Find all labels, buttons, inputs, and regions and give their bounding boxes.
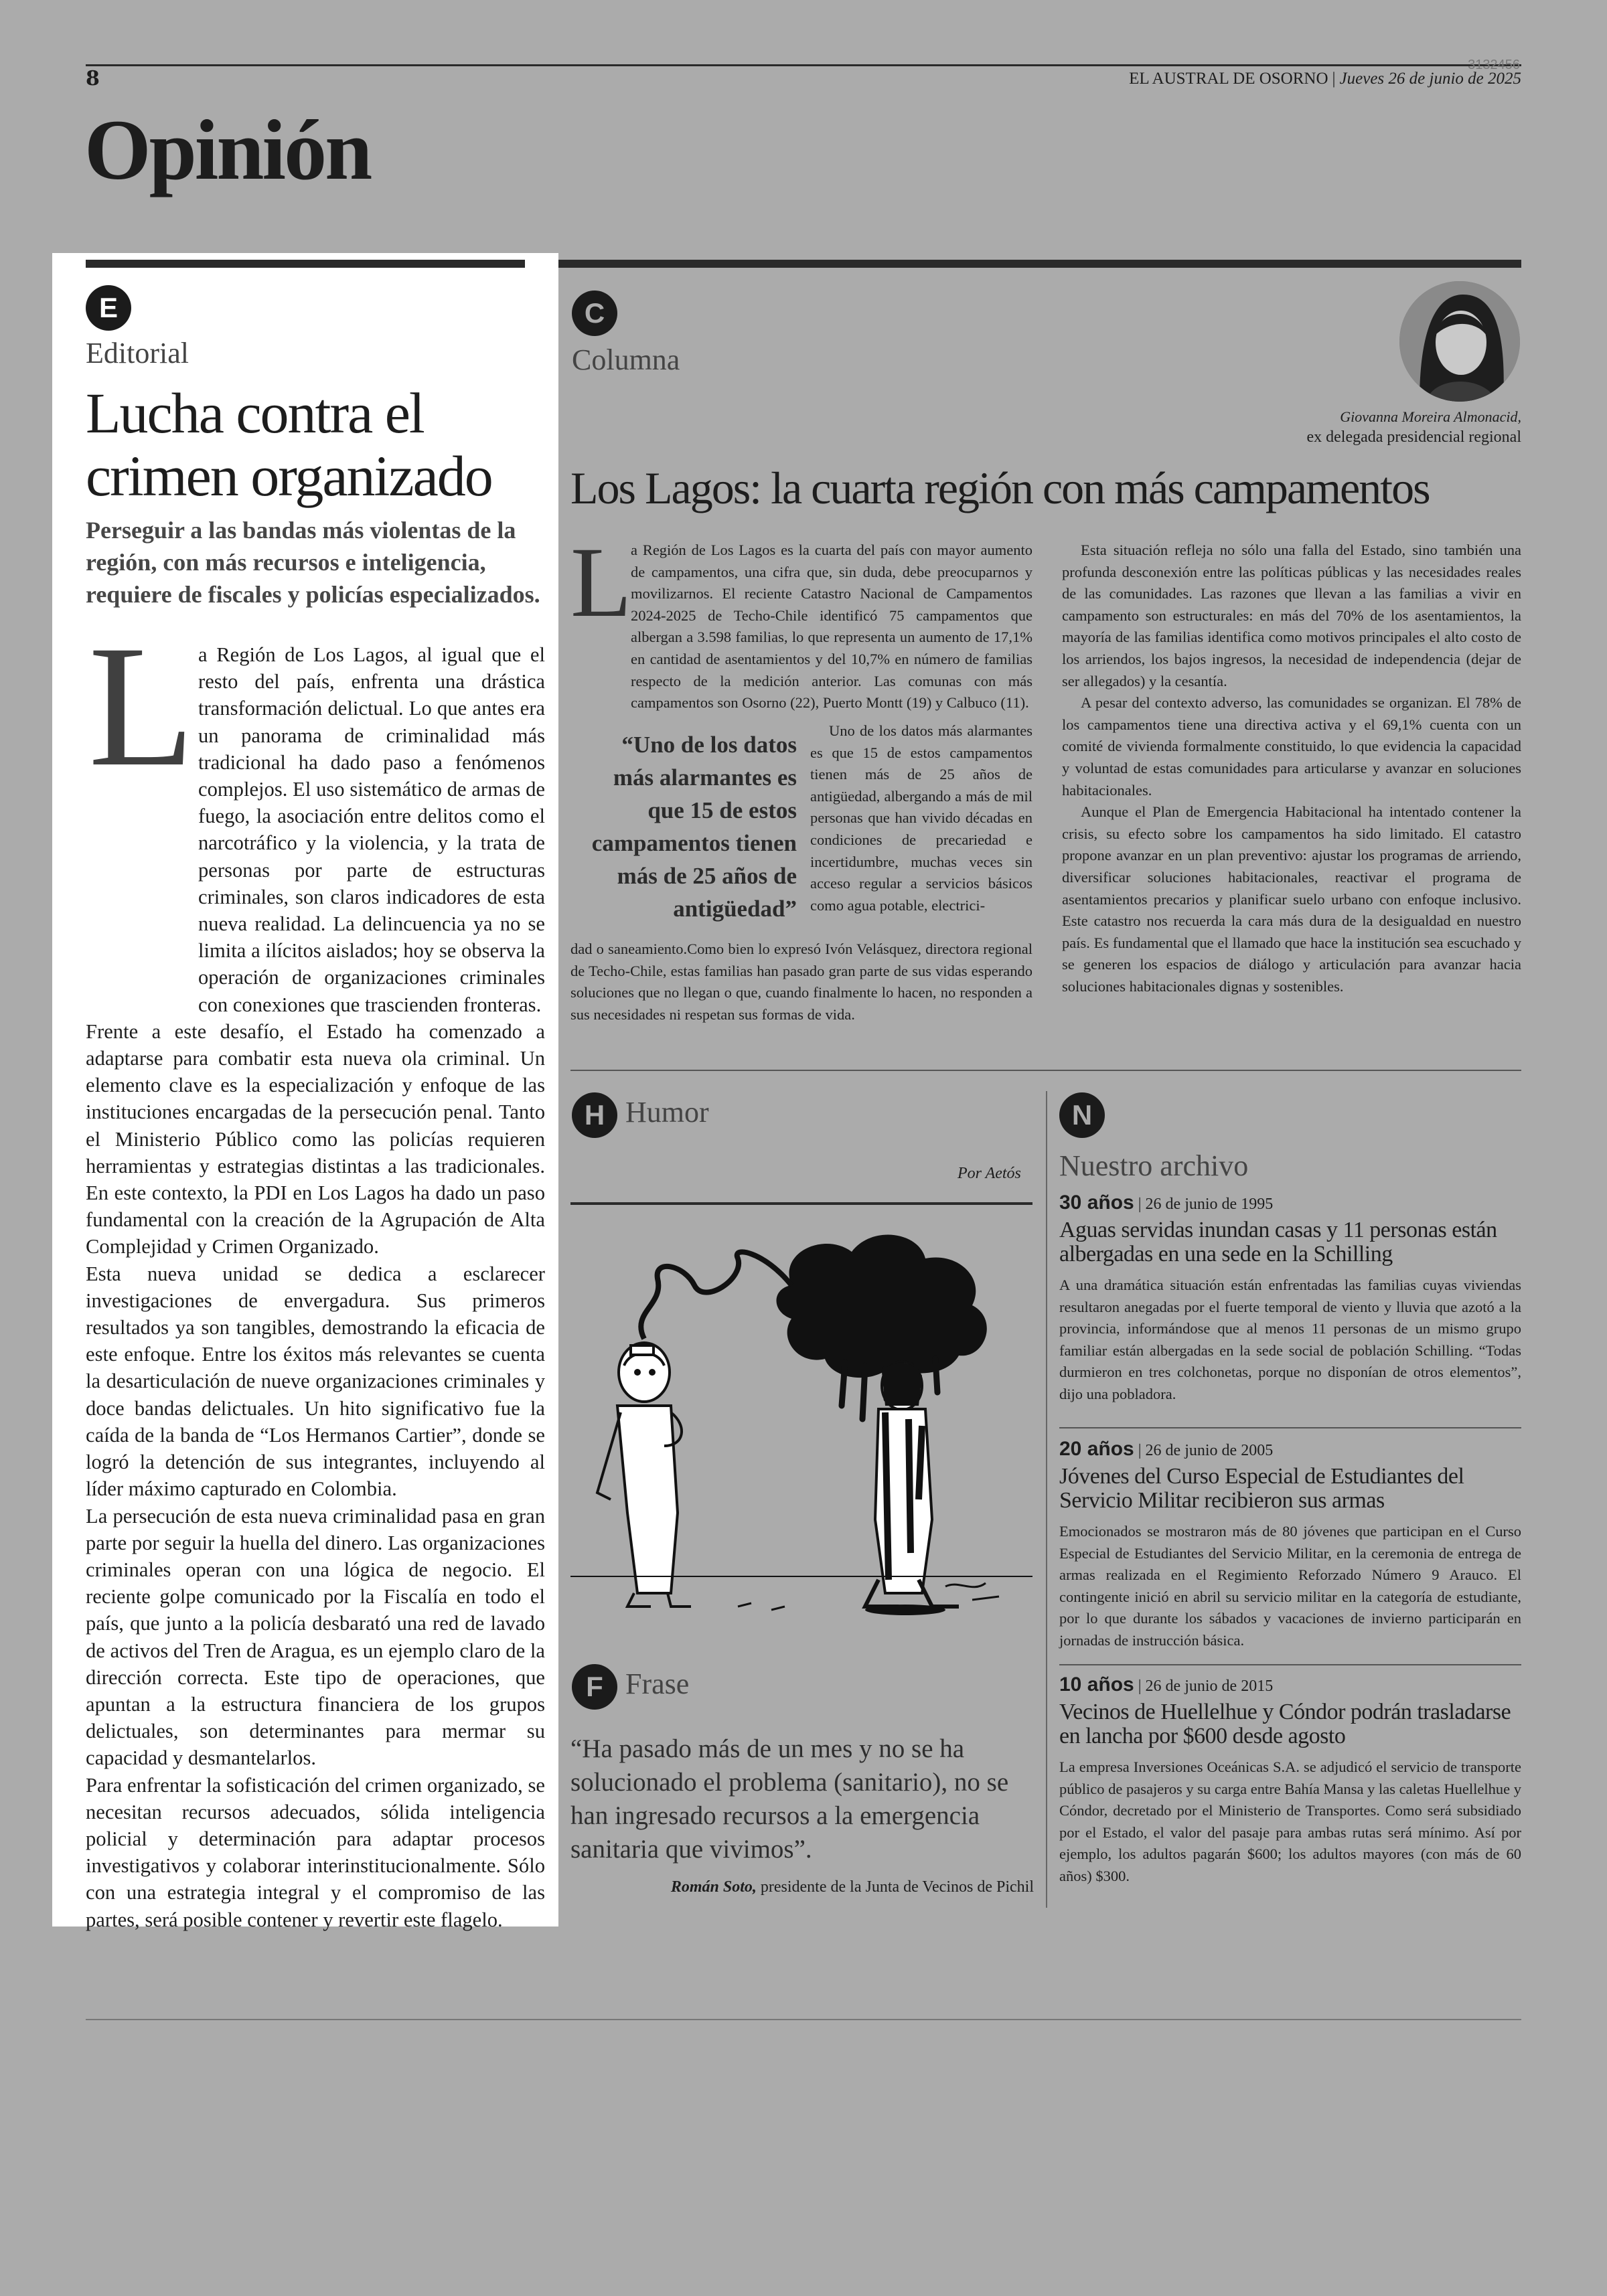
author-name: Giovanna Moreira Almonacid,	[1340, 408, 1521, 425]
archivo-years-line: 20 años | 26 de junio de 2005	[1059, 1438, 1274, 1460]
header-rule	[86, 64, 1521, 66]
archivo-kicker: Nuestro archivo	[1059, 1149, 1249, 1182]
archivo-item	[1059, 1192, 1521, 1406]
columna-kicker: Columna	[572, 343, 680, 376]
editorial-subtitle: Perseguir a las bandas más violentas de la región, con más recursos e inteligencia, requiere de fiscales y policías especializados.	[86, 517, 540, 608]
humor-cartoon	[570, 1205, 1032, 1633]
archivo-rule	[1059, 1664, 1521, 1665]
columna-title: Los Lagos: la cuarta región con más campamentos	[570, 463, 1430, 513]
archivo-years-line: 10 años | 26 de junio de 2015	[1059, 1673, 1274, 1696]
columna-right	[1062, 540, 1521, 997]
frase-author	[671, 1878, 1034, 1896]
editorial-paragraph: Esta nueva unidad se dedica a esclarecer investigaciones de envergadura. Sus primeros resultados ya son tangibles, demostrando la eficacia de este enfoque. Entre los éxitos más relevantes se cuenta la desarticulación de nueve organizaciones criminales y doce bandas delictuales. Un hito significativo fue la caída de la banda de “Los Hermanos Cartier”, donde se logró la detención de sus integrantes, incluyendo al líder máximo capturado en Colombia.	[86, 1262, 545, 1501]
author-photo	[1399, 281, 1520, 402]
editorial-body	[86, 641, 545, 1933]
columna-bottom	[570, 938, 1032, 1026]
archivo-item	[1059, 1438, 1521, 1652]
page-code: 3132456	[1468, 58, 1520, 72]
editorial-title: Lucha contra el crimen organizado	[86, 381, 492, 508]
editorial-badge: E	[86, 285, 131, 331]
newspaper-name: EL AUSTRAL DE OSORNO	[1129, 70, 1328, 88]
archivo-years-line: 30 años | 26 de junio de 1995	[1059, 1192, 1274, 1214]
column-divider	[1046, 1091, 1047, 1908]
humor-kicker: Humor	[625, 1096, 709, 1129]
columna-paragraph: dad o saneamiento.Como bien lo expresó Ivón Velásquez, directora regional de Techo-Chile, estas familias han pasado gran parte de sus vidas esperando soluciones que no llegan o que, cuando finalmente lo hacen, no responden a sus necesidades ni respetan sus formas de vida.	[570, 940, 1032, 1023]
pull-quote: “Uno de los datos más alarmantes es que 15 de estos campamentos tienen más de 25 años de antigüedad”	[591, 732, 797, 922]
editorial-top-rule	[86, 260, 525, 268]
columna-badge: C	[572, 291, 617, 336]
humor-byline: Por Aetós	[958, 1165, 1021, 1182]
columna-bottom-rule	[570, 1070, 1521, 1071]
archivo-years: 20 años	[1059, 1438, 1134, 1460]
columna-paragraph: A pesar del contexto adverso, las comunidades se organizan. El 78% de los campamentos tiene una directiva activa y el 69,1% cuenta con un comité de vivienda formalmente constituido, lo que evidencia la capacidad y voluntad de estas comunidades para articularse y avanzar en soluciones habitacionales.	[1062, 694, 1521, 799]
archivo-headline: Aguas servidas inundan casas y 11 personas están albergadas en una sede en la Schilling	[1059, 1218, 1497, 1266]
columna-intro	[570, 527, 1032, 714]
columna-paragraph: a Región de Los Lagos es la cuarta del país con mayor aumento de campamentos, una cifra que, sin duda, debe preocuparnos y movilizarnos. El reciente Catastro Nacional de Campamentos 2024-2025 de Techo-Chile identificó 75 campamentos que albergan a 3.598 familias, lo que representa un aumento de 17,1% en cantidad de asentamientos y del 10,7% en número de familias respecto de la medición anterior. Las comunas con más campamentos son Osorno (22), Puerto Montt (19) y Calbuco (11).	[631, 542, 1032, 712]
archivo-headline: Jóvenes del Curso Especial de Estudiantes del Servicio Militar recibieron sus armas	[1059, 1464, 1464, 1513]
editorial-paragraph: Para enfrentar la sofisticación del crimen organizado, se necesitan recursos adecuados, sólida inteligencia policial y determinación para adaptar procesos investigativos y colaborar interinstitucionalmente. Sólo con una estrategia integral y el compromiso de las partes, será posible contener y revertir este flagelo.	[86, 1773, 545, 1931]
editorial-paragraph: Frente a este desafío, el Estado ha comenzado a adaptarse para combatir esta nueva ola criminal. Un elemento clave es la especialización y enfoque de las instituciones encargadas de la persecución penal. Tanto el Ministerio Público como las policías requieren herramientas y estrategias distintas a las tradicionales. En este contexto, la PDI en Los Lagos ha dado un paso fundamental con la creación de la Agrupación de Alta Complejidad y Crimen Organizado.	[86, 1019, 545, 1258]
columna-paragraph: Uno de los datos más alarmantes es que 15 de estos campamentos tienen más de 25 años de antigüedad, albergando a más de mil personas que han vivido décadas en condiciones de precariedad e incertidumbre, muchas veces sin acceso regular a servicios básicos como agua potable, electrici-	[810, 722, 1032, 914]
archivo-years: 10 años	[1059, 1673, 1134, 1696]
columna-paragraph: Aunque el Plan de Emergencia Habitacional ha intentado contener la crisis, su efecto sobre los campamentos ha sido limitado. El catastro propone avanzar en un plan preventivo: ajustar los programas de arriendo, diversificar soluciones habitacionales, reactivar el programa de asentamientos precarios y planificar suelo urbano con enfoque inclusivo. Este catastro nos recuerda la cara más dura de la desigualdad en nuestro país. Es fundamental que el llamado que hace la institución sea escuchado y se generen los espacios de diálogo y articulación para avanzar hacia soluciones habitacionales dignas y sostenibles.	[1062, 803, 1521, 995]
masthead: EL AUSTRAL DE OSORNO | Jueves 26 de junio de 2025	[1129, 70, 1521, 88]
frase-quote: “Ha pasado más de un mes y no se ha solucionado el problema (sanitario), no se han ingresado recursos a la emergencia sanitaria que vivimos”.	[570, 1734, 1009, 1864]
humor-badge: H	[572, 1092, 617, 1138]
footer-rule	[86, 2019, 1521, 2020]
archivo-text: Emocionados se mostraron más de 80 jóvenes que participan en el Curso Especial de Estudiantes del Servicio Militar, en la ceremonia de entrega de armas realizada en el Regimiento Reforzado Número 9 Arauco. El contingente inició en abril su servicio militar en la categoría de estudiante, por lo que durante los sábados y vacaciones de invierno participarán en jornadas de instrucción básica.	[1059, 1523, 1521, 1649]
editorial-kicker: Editorial	[86, 337, 189, 370]
archivo-text: A una dramática situación están enfrentadas las familias cuyas viviendas resultaron anegadas por el fuerte temporal de viento y lluvia que azotó a la provincia, informándose que al menos 11 personas de un mismo grupo familiar están albergadas en la sede social de población Schilling. “Todas durmieron en tres colchonetas, porque no disponían de otros elementos”, dijo una pobladora.	[1059, 1277, 1521, 1402]
page-number: 8	[86, 67, 100, 90]
section-title: Opinión	[84, 102, 371, 197]
archivo-date: 26 de junio de 2015	[1145, 1677, 1274, 1695]
issue-date: Jueves 26 de junio de 2025	[1339, 70, 1521, 88]
author-role: ex delegada presidencial regional	[1306, 428, 1521, 446]
columna-drop-cap: L	[570, 527, 632, 638]
author-portrait-icon	[1399, 281, 1520, 402]
frase-badge: F	[572, 1664, 617, 1710]
archivo-text: La empresa Inversiones Oceánicas S.A. se adjudicó el servicio de transporte público de pasajeros y su carga entre Bahía Mansa y las caletas Huellelhue y Cóndor, decretado por el Ministerio de Transportes. Como será subsidiado por el Estado, el valor del pasaje para ambas rutas será mínimo. Así por ejemplo, los adultos pagarán $600; los adultos mayores (con más de 60 años) $300.	[1059, 1758, 1521, 1884]
frase-kicker: Frase	[625, 1667, 690, 1700]
columna-mid	[810, 720, 1032, 916]
columna-paragraph: Esta situación refleja no sólo una falla del Estado, sino también una profunda desconexión entre las políticas públicas y las necesidades reales de las comunidades. Las razones que llevan a las familias a vivir en campamento son estructurales: en más del 70% de los asentamientos, la mayoría de las familias identifica como motivos principales el alto costo de los arriendos, los bajos ingresos, la necesidad de independencia (dejar de ser allegados) y la cesantía.	[1062, 542, 1521, 689]
archivo-rule	[1059, 1427, 1521, 1428]
archivo-item	[1059, 1673, 1521, 1888]
editorial-paragraph: a Región de Los Lagos, al igual que el resto del país, enfrenta una drástica transformación delictual. Lo que antes era un panorama de criminalidad más tradicional ha dado paso a fenómenos complejos. El uso sistemático de armas de fuego, la asociación entre delitos como el narcotráfico y la violencia, y la trata de personas por parte de estructuras criminales, son claros indicadores de esta nueva realidad. La delincuencia ya no se limita a ilícitos aislados; hoy se observa la operación de organizaciones criminales con conexiones que trascienden fronteras.	[198, 643, 545, 1016]
editorial-drop-cap: L	[88, 610, 195, 803]
archivo-badge: N	[1059, 1092, 1105, 1138]
archivo-date: 26 de junio de 2005	[1145, 1442, 1274, 1459]
cartoon-illustration-icon	[570, 1205, 1032, 1633]
frase-author-role: presidente de la Junta de Vecinos de Pichil	[756, 1878, 1034, 1896]
archivo-date: 26 de junio de 1995	[1145, 1196, 1274, 1213]
frase-author-name: Román Soto,	[670, 1878, 757, 1896]
editorial-paragraph: La persecución de esta nueva criminalidad pasa en gran parte por seguir la huella del dinero. Las organizaciones criminales operan con una lógica de negocio. El reciente golpe comunicado por la Fiscalía en todo el país, que junto a la policía desbarató una red de lavado de activos del Tren de Aragua, es un ejemplo claro de la dirección correcta. Este tipo de operaciones, que apuntan a la estructura financiera de los grupos delictuales, son determinantes para mermar su capacidad y desmantelarlos.	[86, 1504, 545, 1770]
archivo-headline: Vecinos de Huellelhue y Cóndor podrán trasladarse en lancha por $600 desde agosto	[1059, 1700, 1511, 1748]
archivo-years: 30 años	[1059, 1192, 1134, 1214]
